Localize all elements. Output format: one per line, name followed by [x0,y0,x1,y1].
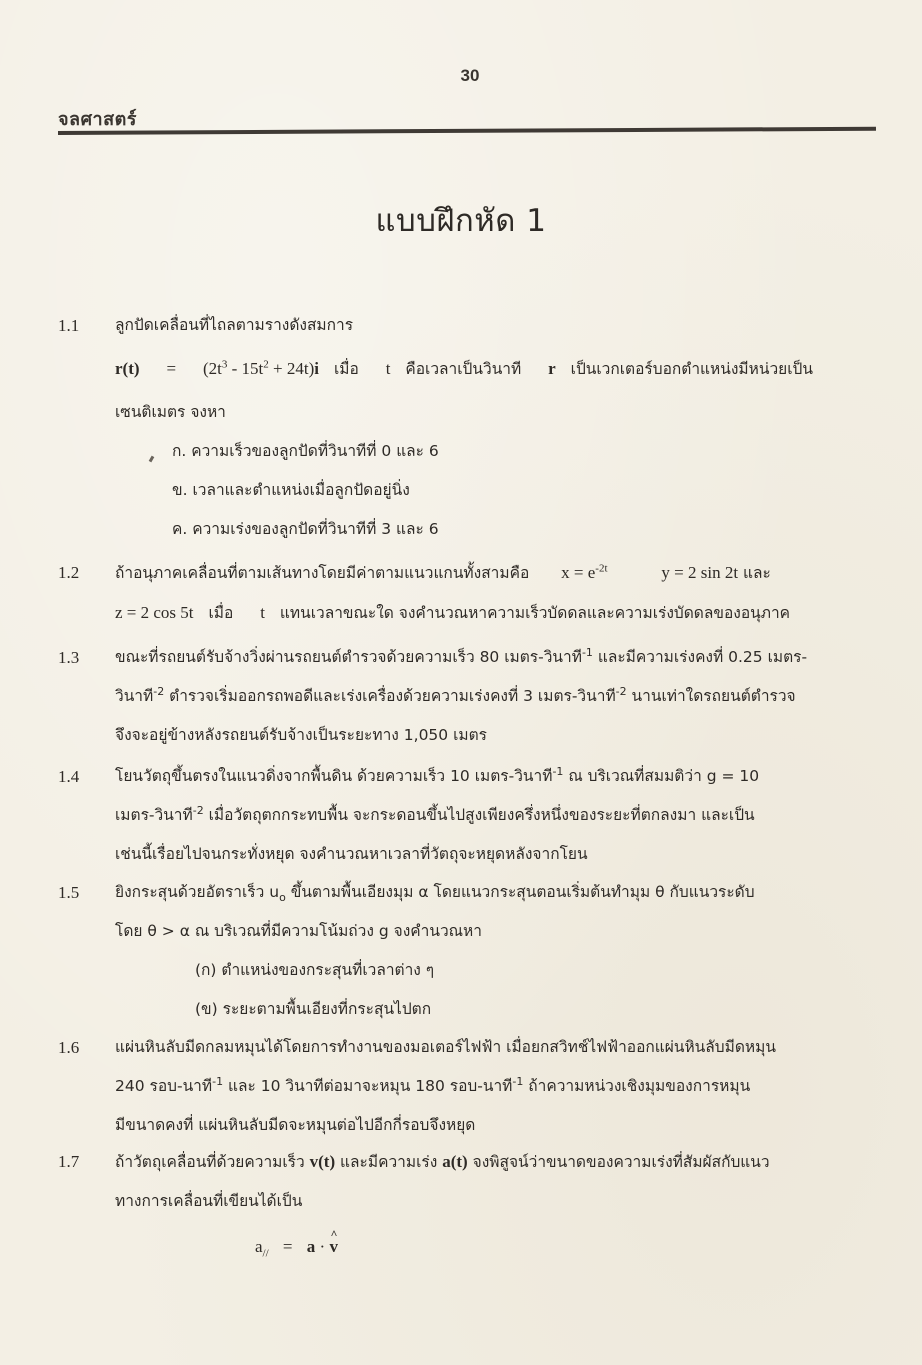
problem-line: แผ่นหินลับมีดกลมหมุนได้โดยการทำงานของมอเตอร์ไฟฟ้า เมื่อยกสวิทช์ไฟฟ้าออกแผ่นหินลับมีดหมุน [115,1038,776,1056]
text-position: เป็นเวกเตอร์บอกตำแหน่งมีหน่วยเป็น [570,360,813,378]
problem-text: แทนเวลาขณะใด จงคำนวณหาความเร็วบัดดลและความเร่งบัดดลของอนุภาค [279,604,791,622]
problem-1-1 [58,306,888,549]
header-rule [58,127,876,135]
sub-item-c: ค. ความเร่งของลูกปัดที่วินาทีที่ 3 และ 6 [172,520,439,538]
problem-line [115,553,888,593]
sub-item-a: ก. ความเร็วของลูกปัดที่วินาทีที่ 0 และ 6 [172,442,439,460]
z-equation: z = 2 cos 5t [115,603,194,622]
problem-line: จึงจะอยู่ข้างหลังรถยนต์รับจ้างเป็นระยะทาง 1,050 เมตร [115,726,487,744]
problem-line: วินาที$^{-2}$ ตำรวจเริ่มออกรถพอดีและเร่งเครื่องด้วยความเร่งคงที่ 3 เมตร-วินาที$^{-2}$ นานเท่าใดรถยนต์ตำรวจ [115,684,796,705]
problem-text: ถ้าอนุภาคเคลื่อนที่ตามเส้นทางโดยมีค่าตามแนวแกนทั้งสามคือ [115,564,530,582]
problem-number: 1.2 [58,563,80,582]
eq-lhs: r(t) [115,359,140,378]
problem-line: ถ้าวัตถุเคลื่อนที่ด้วยความเร็ว v(t) และมีความเร่ง a(t) จงพิสูจน์ว่าขนาดของความเร่งที่สัมผัสกับแนว [115,1152,770,1171]
tangential-acceleration-equation: $a_{//} = a$ · ^ v [255,1227,888,1266]
problem-number: 1.7 [58,1152,80,1171]
eq-equals: = [166,359,177,378]
problem-1-4 [58,757,888,874]
section-title: แบบฝึกหัด 1 [375,203,547,239]
problem-line: โดย θ > α ณ บริเวณที่มีความโน้มถ่วง g จงคำนวณหา [115,922,482,940]
problem-1-6 [58,1028,888,1145]
problem-line: เมตร-วินาที$^{-2}$ เมื่อวัตถุตกกระทบพื้น จะกระดอนขึ้นไปสูงเพียงครึ่งหนึ่งของระยะที่ตกลงมา และเป็น [115,803,755,824]
unit-vector-hat: ^ v [329,1227,338,1266]
problem-line: ยิงกระสุนด้วยอัตราเร็ว $u_o$ ขึ้นตามพื้นเอียงมุม α โดยแนวกระสุนตอนเริ่มต้นทำมุม θ กับแนวระดับ [115,883,755,905]
problem-number: 1.5 [58,883,80,902]
running-head: จลศาสตร์ [58,109,137,130]
var-r: r [548,359,556,378]
problem-number: 1.4 [58,767,80,786]
problem-line [115,593,888,633]
text-time: คือเวลาเป็นวินาที [405,360,522,378]
problem-text: ลูกปัดเคลื่อนที่ไถลตามรางดังสมการ [115,316,354,334]
text-and: และ [742,564,771,582]
problem-line: 240 รอบ-นาที$^{-1}$ และ 10 วินาทีต่อมาจะหมุน 180 รอบ-นาที$^{-1}$ ถ้าความหน่วงเชิงมุมของการหมุน [115,1074,751,1095]
problem-number: 1.3 [58,648,80,667]
sub-item-a: (ก) ตำแหน่งของกระสุนที่เวลาต่าง ๆ [195,961,435,979]
problem-number: 1.6 [58,1038,80,1057]
problem-number: 1.1 [58,316,80,335]
sub-item-b: ข. เวลาและตำแหน่งเมื่อลูกปัดอยู่นิ่ง [172,481,410,499]
x-equation: $x = e^{-2t}$ [561,562,608,582]
problem-text: เซนติเมตร จงหา [115,403,226,421]
problem-1-2 [58,553,888,633]
problem-line: เช่นนี้เรื่อยไปจนกระทั่งหยุด จงคำนวณหาเวลาที่วัตถุจะหยุดหลังจากโยน [115,845,588,863]
sub-item-b: (ข) ระยะตามพื้นเอียงที่กระสุนไปตก [195,1000,432,1018]
problem-1-3 [58,638,888,755]
problem-line: โยนวัตถุขึ้นตรงในแนวดิ่งจากพื้นดิน ด้วยความเร็ว 10 เมตร-วินาที$^{-1}$ ณ บริเวณที่สมมติว่า g = 10 [115,764,760,785]
page-number: 30 [460,66,480,85]
problem-1-5 [58,873,888,1029]
problem-line: มีขนาดคงที่ แผ่นหินลับมีดจะหมุนต่อไปอีกกี่รอบจึงหยุด [115,1116,476,1134]
problem-line: ขณะที่รถยนต์รับจ้างวิ่งผ่านรถยนต์ตำรวจด้วยความเร็ว 80 เมตร-วินาที$^{-1}$ และมีความเร่งคงที่ 0.25 เมตร- [115,645,808,666]
y-equation: y = 2 sin 2t [661,563,739,582]
var-t: t [260,603,265,622]
eq-rhs: $(2t^3 - 15t^2 + 24t)i$ [203,358,319,378]
var-t: t [385,359,391,378]
problem-line: ทางการเคลื่อนที่เขียนได้เป็น [115,1192,303,1210]
equation-line [115,349,888,389]
text-when: เมื่อ [208,604,234,622]
text-when: เมื่อ [333,360,359,378]
problem-1-7 [58,1142,888,1266]
